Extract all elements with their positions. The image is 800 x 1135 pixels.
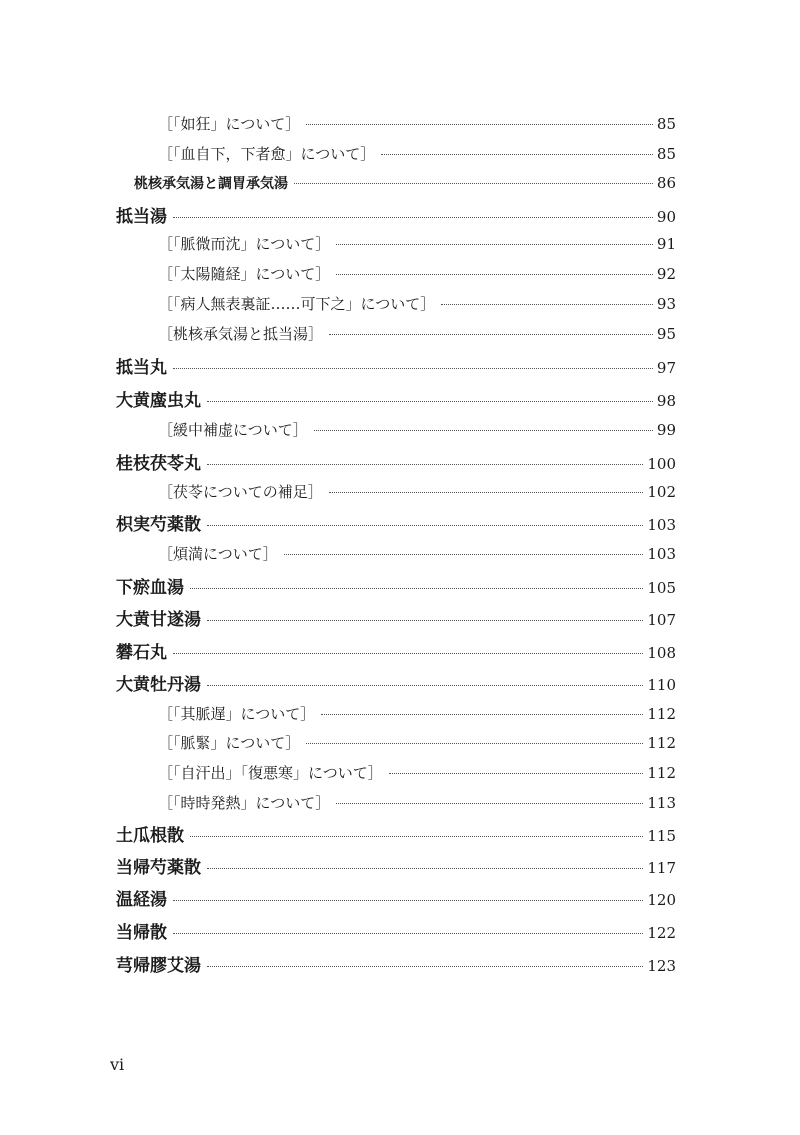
toc-entry[interactable] xyxy=(158,703,676,724)
entry-page-number: 122 xyxy=(647,924,676,942)
toc-entry[interactable] xyxy=(158,543,676,564)
entry-page-number: 112 xyxy=(647,705,676,723)
entry-title: ［茯苓についての補足］ xyxy=(158,483,323,501)
dot-leader xyxy=(389,773,644,774)
toc-entry[interactable] xyxy=(116,951,676,976)
dot-leader xyxy=(173,217,653,218)
entry-page-number: 108 xyxy=(647,644,676,662)
dot-leader xyxy=(314,430,653,431)
toc-entry[interactable] xyxy=(116,853,676,878)
toc-entry[interactable] xyxy=(116,510,676,535)
entry-page-number: 112 xyxy=(647,764,676,782)
entry-title: 抵当丸 xyxy=(116,358,167,378)
entry-page-number: 102 xyxy=(647,483,676,501)
toc-entry[interactable] xyxy=(158,323,676,344)
entry-title: ［「如狂」について］ xyxy=(158,115,301,133)
entry-page-number: 113 xyxy=(647,794,676,812)
entry-title: ［「其脈遅」について］ xyxy=(158,705,316,723)
entry-page-number: 90 xyxy=(656,208,676,226)
entry-page-number: 112 xyxy=(647,734,676,752)
entry-title: ［「血自下，下者愈」について］ xyxy=(158,145,376,163)
dot-leader xyxy=(329,334,653,335)
entry-title: ［桃核承気湯と抵当湯］ xyxy=(158,325,324,343)
dot-leader xyxy=(284,554,644,555)
dot-leader xyxy=(306,124,653,125)
entry-title: ［緩中補虚について］ xyxy=(158,421,308,439)
toc-entry[interactable] xyxy=(158,113,676,134)
entry-page-number: 98 xyxy=(656,392,676,410)
dot-leader xyxy=(336,244,653,245)
entry-page-number: 105 xyxy=(647,579,676,597)
entry-title: ［煩満について］ xyxy=(158,545,278,563)
dot-leader xyxy=(207,401,653,402)
dot-leader xyxy=(173,368,653,369)
toc-entry[interactable] xyxy=(116,449,676,474)
entry-page-number: 120 xyxy=(647,891,676,909)
entry-page-number: 123 xyxy=(647,957,676,975)
entry-title: 大黄牡丹湯 xyxy=(116,675,201,695)
entry-title: ［「太陽隨経」について］ xyxy=(158,265,331,283)
dot-leader xyxy=(294,183,653,184)
toc-entry[interactable] xyxy=(158,293,676,314)
dot-leader xyxy=(173,653,643,654)
entry-title: 礬石丸 xyxy=(116,643,167,663)
dot-leader xyxy=(173,900,643,901)
entry-page-number: 97 xyxy=(656,359,676,377)
dot-leader xyxy=(190,836,643,837)
entry-title: 温経湯 xyxy=(116,890,167,910)
entry-page-number: 115 xyxy=(647,827,676,845)
dot-leader xyxy=(207,966,643,967)
entry-page-number: 91 xyxy=(656,235,676,253)
entry-page-number: 99 xyxy=(656,421,676,439)
dot-leader xyxy=(207,685,643,686)
entry-title: 芎帰膠艾湯 xyxy=(116,956,201,976)
entry-page-number: 95 xyxy=(656,325,676,343)
dot-leader xyxy=(306,743,643,744)
toc-entry[interactable] xyxy=(116,918,676,943)
dot-leader xyxy=(207,464,643,465)
entry-title: ［「病人無表裏証……可下之」について］ xyxy=(158,295,436,313)
toc-entry[interactable] xyxy=(116,353,676,378)
dot-leader xyxy=(336,803,643,804)
dot-leader xyxy=(329,492,644,493)
toc-entry[interactable] xyxy=(116,670,676,695)
toc-entry[interactable] xyxy=(158,762,676,783)
toc-entry[interactable] xyxy=(158,732,676,753)
entry-page-number: 85 xyxy=(656,115,676,133)
entry-title: 桂枝茯苓丸 xyxy=(116,454,201,474)
entry-title: 抵当湯 xyxy=(116,207,167,227)
entry-title: 当帰散 xyxy=(116,923,167,943)
entry-page-number: 107 xyxy=(647,611,676,629)
toc-entry[interactable] xyxy=(158,233,676,254)
entry-page-number: 103 xyxy=(647,545,676,563)
entry-page-number: 85 xyxy=(656,145,676,163)
toc-entry[interactable] xyxy=(116,386,676,411)
toc-entry[interactable] xyxy=(116,573,676,598)
entry-title: 桃核承気湯と調胃承気湯 xyxy=(134,176,288,192)
dot-leader xyxy=(207,525,643,526)
entry-page-number: 92 xyxy=(656,265,676,283)
toc-entry[interactable] xyxy=(116,885,676,910)
entry-page-number: 117 xyxy=(647,859,676,877)
entry-title: ［「自汗出」「復悪寒」について］ xyxy=(158,764,383,782)
entry-title: ［「脈緊」について］ xyxy=(158,734,301,752)
dot-leader xyxy=(441,304,653,305)
entry-page-number: 110 xyxy=(647,676,676,694)
entry-title: 枳実芍薬散 xyxy=(116,515,201,535)
dot-leader xyxy=(190,588,643,589)
entry-page-number: 93 xyxy=(656,295,676,313)
toc-entry[interactable] xyxy=(116,605,676,630)
dot-leader xyxy=(207,620,643,621)
page-folio: vi xyxy=(110,1055,125,1074)
toc-entry[interactable] xyxy=(116,638,676,663)
entry-page-number: 86 xyxy=(656,174,676,192)
entry-page-number: 100 xyxy=(647,455,676,473)
entry-title: ［「時時発熱」について］ xyxy=(158,794,331,812)
dot-leader xyxy=(321,714,643,715)
toc-entry[interactable] xyxy=(158,481,676,502)
toc-entry[interactable] xyxy=(158,419,676,440)
toc-entry[interactable] xyxy=(158,792,676,813)
dot-leader xyxy=(336,274,653,275)
entry-page-number: 103 xyxy=(647,516,676,534)
toc-entry[interactable] xyxy=(158,263,676,284)
dot-leader xyxy=(207,868,643,869)
entry-title: 土瓜根散 xyxy=(116,826,184,846)
entry-title: 当帰芍薬散 xyxy=(116,858,201,878)
dot-leader xyxy=(173,933,643,934)
entry-title: 下瘀血湯 xyxy=(116,578,184,598)
toc-entry[interactable] xyxy=(116,821,676,846)
toc-entry[interactable] xyxy=(116,202,676,227)
toc-entry[interactable] xyxy=(134,173,676,193)
entry-title: 大黄甘遂湯 xyxy=(116,610,201,630)
entry-title: ［「脈微而沈」について］ xyxy=(158,235,331,253)
dot-leader xyxy=(381,154,653,155)
toc-entry[interactable] xyxy=(158,143,676,164)
entry-title: 大黄䗪虫丸 xyxy=(116,391,201,411)
